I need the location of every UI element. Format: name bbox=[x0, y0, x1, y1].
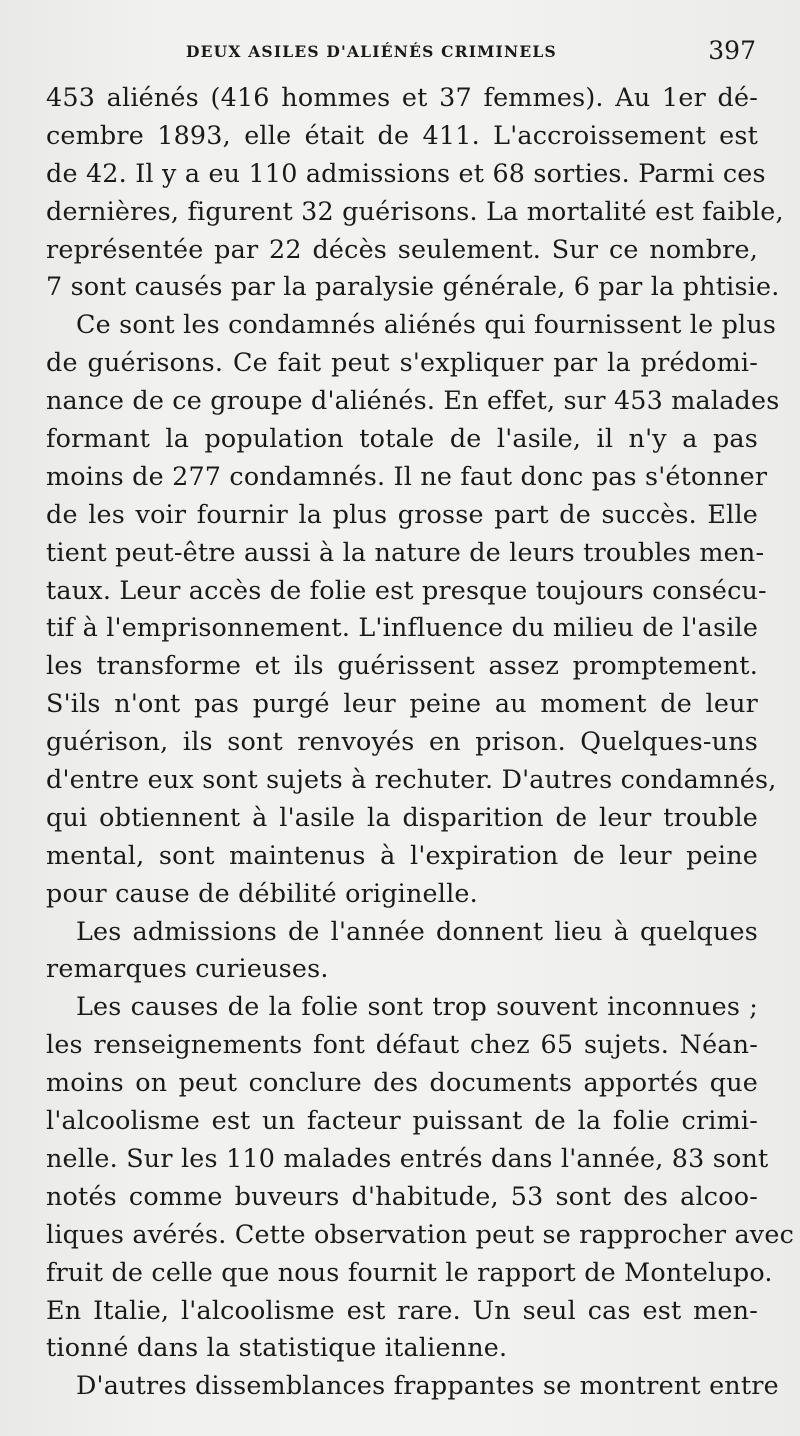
text-line: de 42. Il y a eu 110 admissions et 68 sorties. Parmi ces bbox=[46, 157, 766, 188]
text-line: représentée par 22 décès seulement. Sur ce nombre, bbox=[46, 233, 758, 264]
text-line: les transforme et ils guérissent assez promptement. bbox=[46, 650, 758, 681]
paragraph bbox=[46, 79, 784, 306]
text-line: remarques curieuses. bbox=[46, 953, 329, 984]
text-line: D'autres dissemblances frappantes se montrent entre bbox=[76, 1370, 779, 1401]
text-line: nance de ce groupe d'aliénés. En effet, sur 453 malades bbox=[46, 385, 780, 416]
text-line: pour cause de débilité originelle. bbox=[46, 877, 478, 908]
text-line: d'entre eux sont sujets à rechuter. D'autres condamnés, bbox=[46, 764, 777, 795]
text-line: S'ils n'ont pas purgé leur peine au moment de leur bbox=[46, 688, 758, 719]
text-line: taux. Leur accès de folie est presque toujours consécu- bbox=[46, 574, 767, 605]
text-line: Les causes de la folie sont trop souvent inconnues ; bbox=[76, 991, 758, 1022]
page-number: 397 bbox=[708, 36, 756, 65]
text-line: cembre 1893, elle était de 411. L'accroissement est bbox=[46, 119, 758, 150]
text-line: fruit de celle que nous fournit le rapport de Montelupo. bbox=[46, 1256, 773, 1287]
text-line: Les admissions de l'année donnent lieu à quelques bbox=[76, 915, 758, 946]
paragraph bbox=[46, 1367, 779, 1405]
text-line: l'alcoolisme est un facteur puissant de la folie crimi- bbox=[46, 1105, 758, 1136]
text-line: de guérisons. Ce fait peut s'expliquer par la prédomi- bbox=[46, 347, 758, 378]
text-line: guérison, ils sont renvoyés en prison. Quelques-uns bbox=[46, 726, 758, 757]
text-line: moins de 277 condamnés. Il ne faut donc pas s'étonner bbox=[46, 460, 768, 491]
text-line: 453 aliénés (416 hommes et 37 femmes). Au 1er dé- bbox=[46, 82, 758, 112]
text-line: 7 sont causés par la paralysie générale, 6 par la phtisie. bbox=[46, 271, 780, 302]
page-header bbox=[186, 36, 756, 72]
running-head: DEUX ASILES D'ALIÉNÉS CRIMINELS bbox=[186, 42, 557, 61]
text-line: les renseignements font défaut chez 65 sujets. Néan- bbox=[46, 1029, 758, 1060]
text-line: dernières, figurent 32 guérisons. La mortalité est faible, bbox=[46, 195, 784, 226]
text-line: tionné dans la statistique italienne. bbox=[46, 1332, 508, 1363]
text-line: En Italie, l'alcoolisme est rare. Un seul cas est men- bbox=[46, 1294, 758, 1325]
paragraph bbox=[46, 306, 780, 912]
text-line: de les voir fournir la plus grosse part de succès. Elle bbox=[46, 498, 758, 529]
paragraph bbox=[46, 913, 758, 989]
text-line: nelle. Sur les 110 malades entrés dans l'année, 83 sont bbox=[46, 1142, 769, 1173]
text-line: qui obtiennent à l'asile la disparition de leur trouble bbox=[46, 801, 758, 832]
text-line: moins on peut conclure des documents apportés que bbox=[46, 1067, 758, 1098]
text-line: Ce sont les condamnés aliénés qui fournissent le plus bbox=[76, 309, 777, 340]
text-line: formant la population totale de l'asile, il n'y a pas bbox=[46, 423, 758, 454]
text-line: notés comme buveurs d'habitude, 53 sont des alcoo- bbox=[46, 1180, 758, 1211]
text-line: tif à l'emprisonnement. L'influence du milieu de l'asile bbox=[46, 612, 759, 643]
paragraph bbox=[46, 988, 794, 1367]
text-line: liques avérés. Cette observation peut se rapprocher avec bbox=[46, 1218, 794, 1249]
text-line: mental, sont maintenus à l'expiration de leur peine bbox=[46, 839, 758, 870]
text-line: tient peut-être aussi à la nature de leurs troubles men- bbox=[46, 536, 765, 567]
body-text bbox=[46, 79, 794, 1405]
